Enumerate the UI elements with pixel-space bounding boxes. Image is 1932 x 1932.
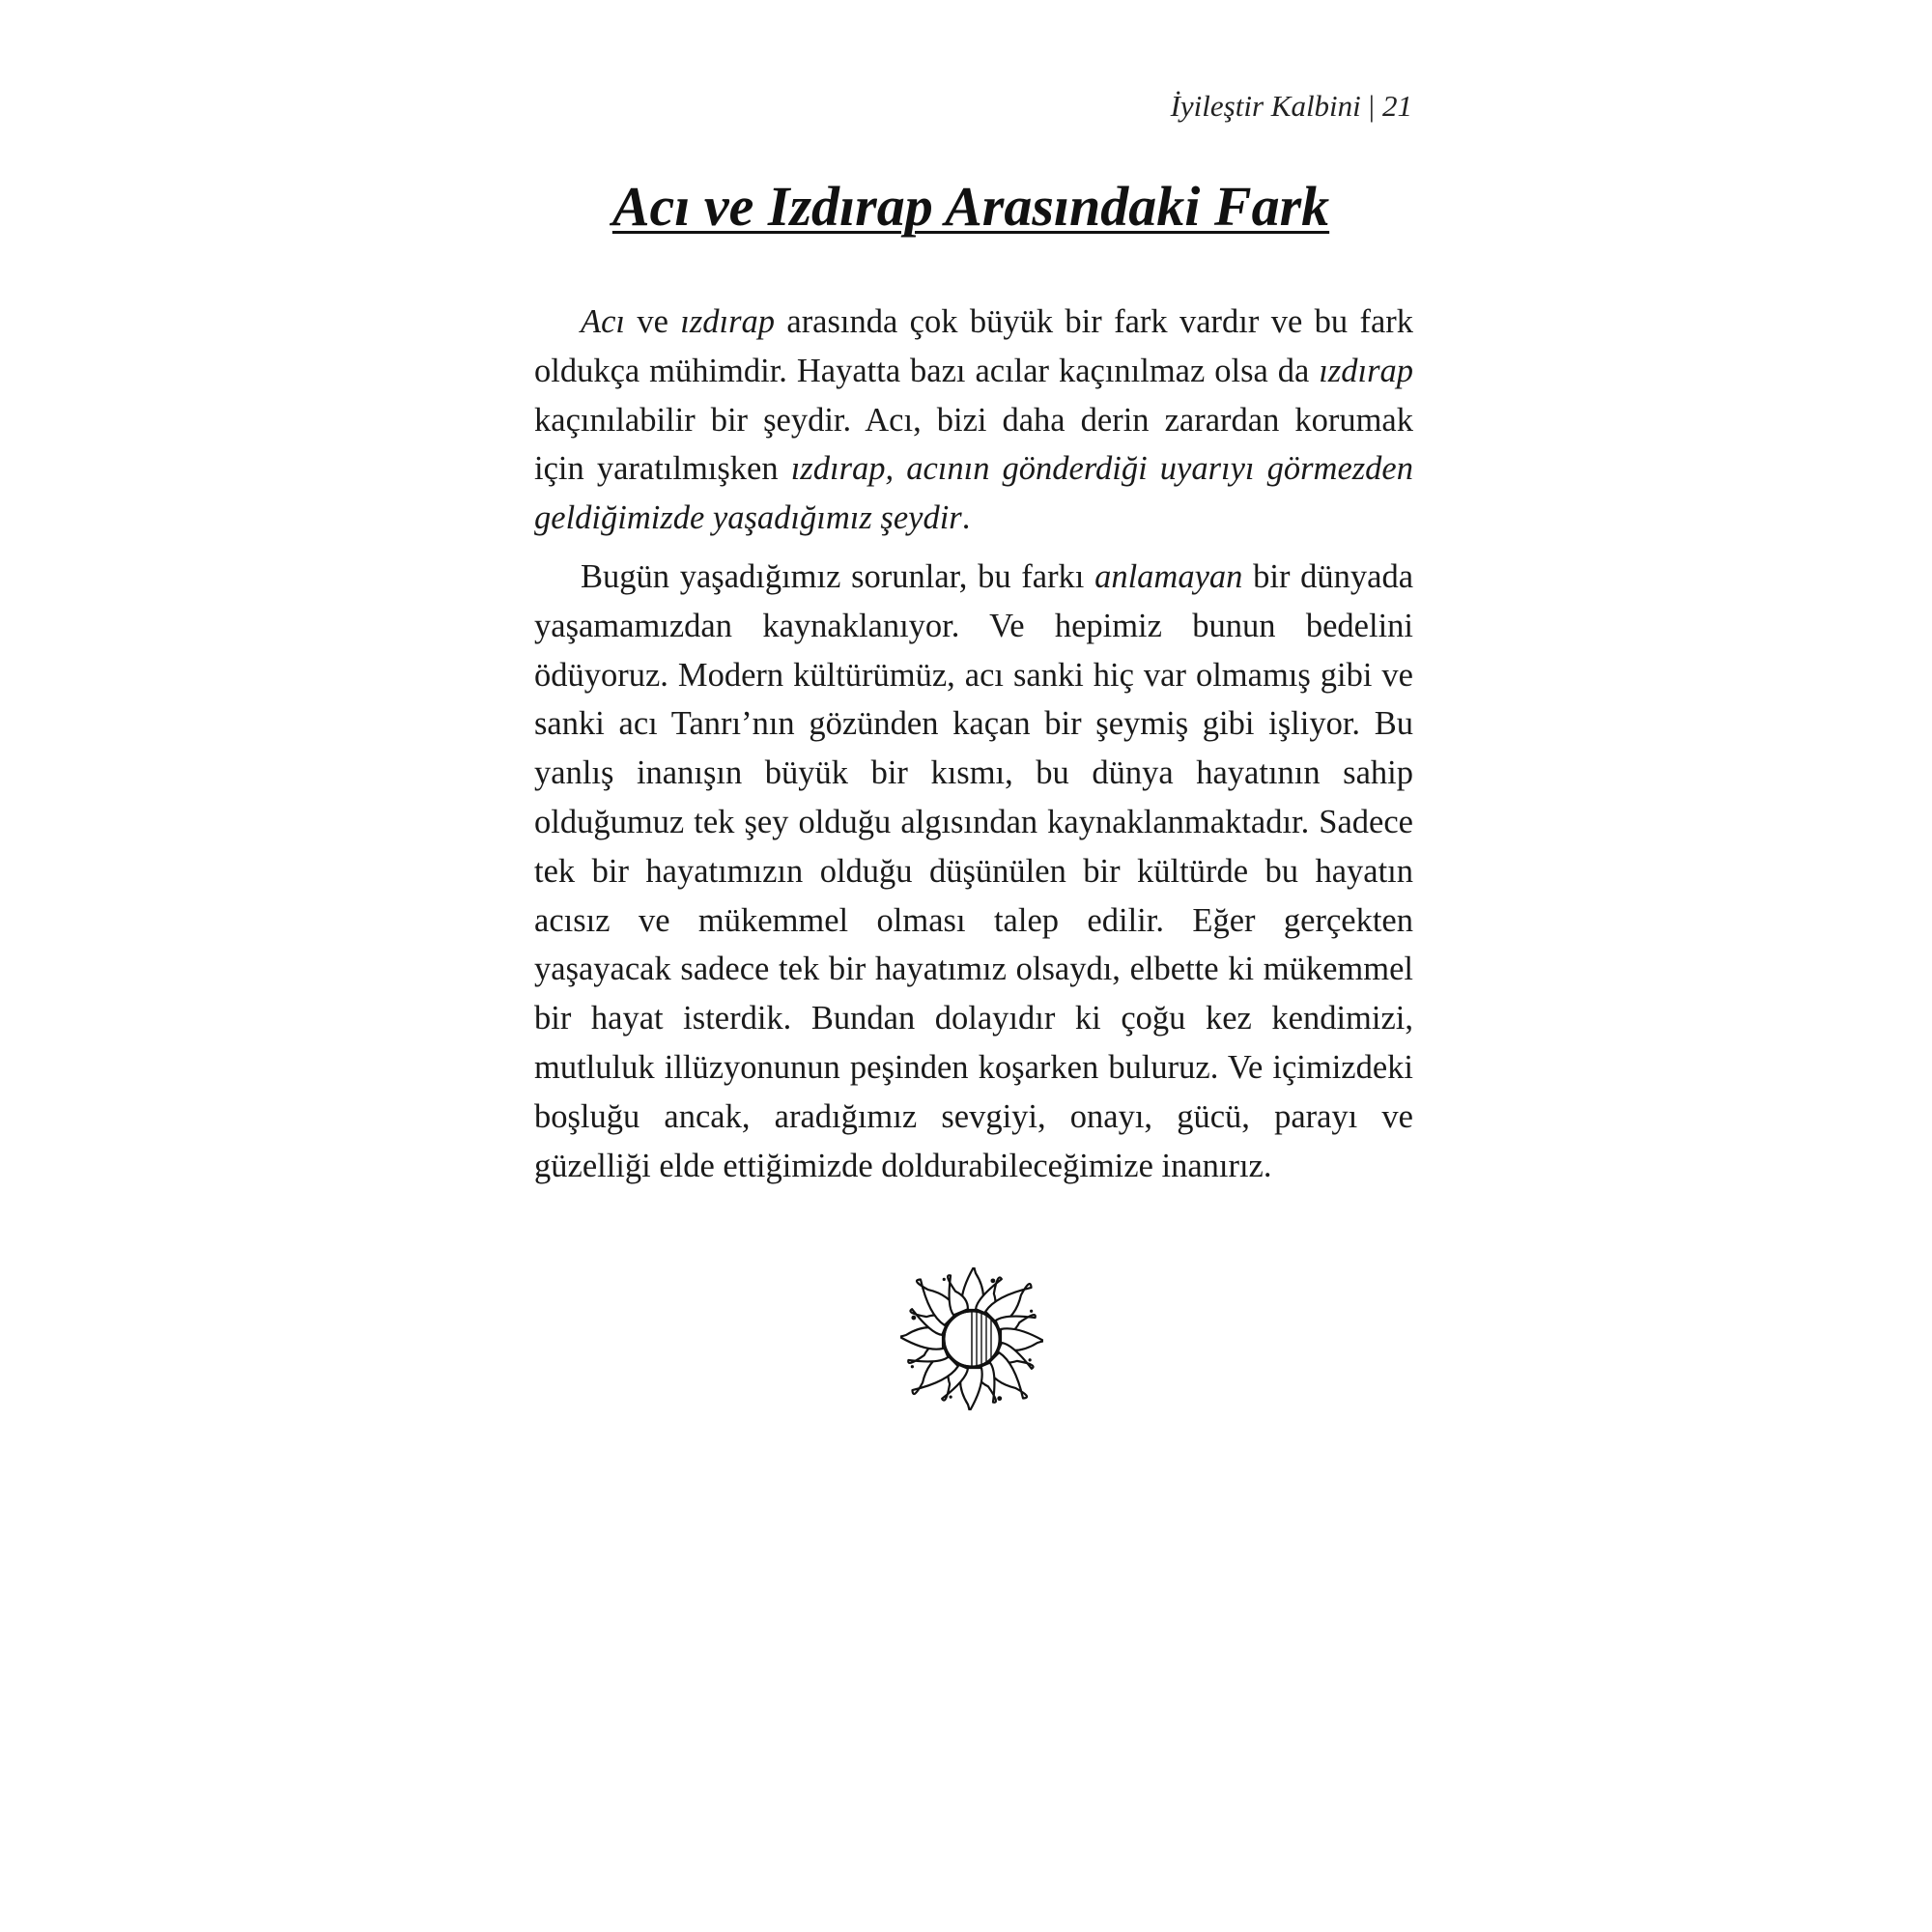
paragraph xyxy=(534,298,1413,543)
chapter-title: Acı ve Izdırap Arasındaki Fark xyxy=(611,175,1330,238)
star-dot xyxy=(911,1365,914,1368)
star-dot xyxy=(990,1278,995,1283)
text-run: . xyxy=(961,499,971,537)
text-run: ızdırap xyxy=(1319,352,1413,389)
header-separator: | xyxy=(1368,89,1375,123)
text-run: Bugün yaşadığımız sorunlar, bu farkı xyxy=(581,557,1095,595)
text-run: Acı xyxy=(581,303,625,340)
text-run: bir dünyada yaşamamızdan kaynaklanıyor. Ve hepimiz bunun bedelini ödüyoruz. Modern kültürümüz, acı sanki hiç var olmamış gibi ve sanki acı Tanrı’nın gözünden kaçan bir şeymiş gibi işliyor. Bu yanlış inanışın büyük bir kısmı, bu dünya hayatının sahip olduğumuz tek şey olduğu algısından kaynaklanmaktadır. Sadece tek bir hayatımızın olduğu düşünülen bir kültürde bu hayatın acısız ve mükemmel olması talep edilir. Eğer gerçekten yaşayacak sadece tek bir hayatımız olsaydı, elbette ki mükemmel bir hayat isterdik. Bundan dolayıdır ki çoğu kez kendimizi, mutluluk illüzyonunun peşinden koşarken buluruz. Ve içimizdeki boşluğu ancak, aradığımız sevgiyi, onayı, gücü, parayı ve güzelliği elde ettiğimizde doldurabileceğimize inanırız. xyxy=(534,557,1414,1184)
text-run: ve xyxy=(624,303,681,340)
page-number: 21 xyxy=(1382,89,1412,123)
star-dot xyxy=(950,1396,952,1399)
book-title: İyileştir Kalbini xyxy=(1170,89,1361,123)
text-run: ızdırap, acının gönderdiği uyarıyı görmezden geldiğimizde yaşadığımız şeydir xyxy=(534,450,1413,537)
text-run: ızdırap xyxy=(680,303,776,340)
sun-moon-icon xyxy=(900,1267,1043,1410)
star-dot xyxy=(1029,1358,1032,1361)
star-dot xyxy=(997,1396,1002,1401)
star-dot xyxy=(1030,1310,1033,1313)
text-run: anlamayan xyxy=(1094,557,1243,595)
text-run: arasında çok büyük bir fark vardır ve bu fark oldukça mühimdir. Hayatta bazı acılar kaçınılmaz olsa da xyxy=(534,303,1413,389)
running-head xyxy=(1171,89,1412,124)
paragraph xyxy=(534,553,1413,1190)
star-dot xyxy=(943,1278,946,1281)
text-run: kaçınılabilir bir şeydir. Acı, bizi daha derin zarardan korumak için yaratılmışken xyxy=(534,401,1413,488)
body-text xyxy=(534,298,1413,1190)
star-dot xyxy=(911,1316,916,1321)
